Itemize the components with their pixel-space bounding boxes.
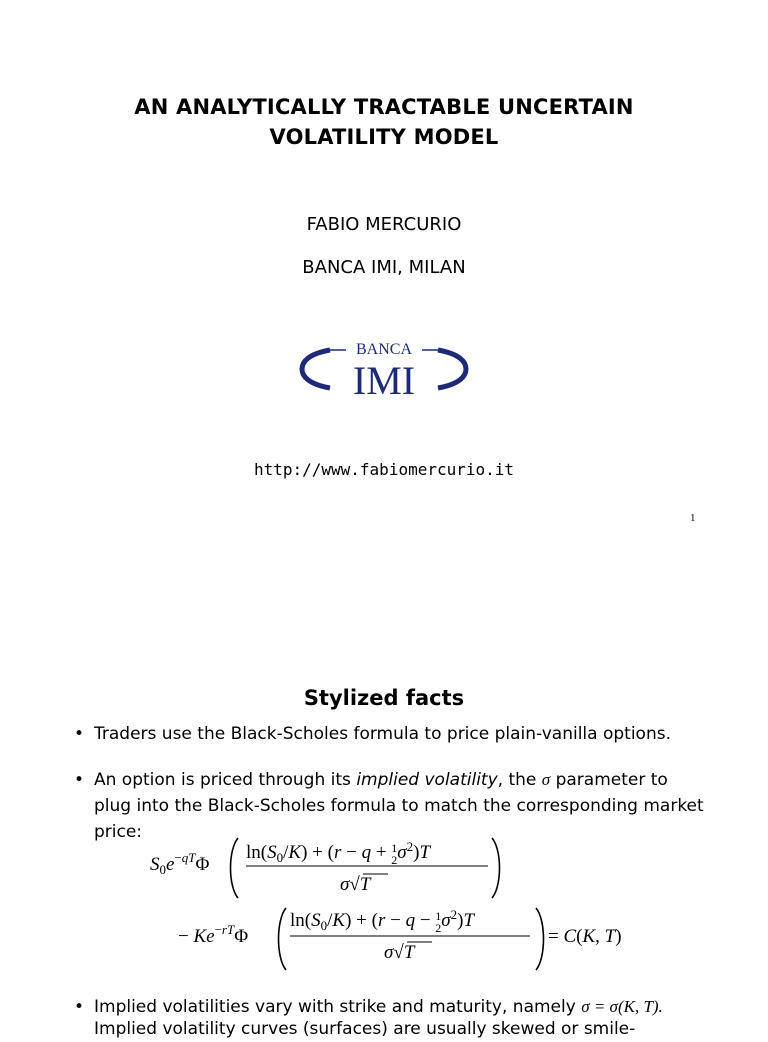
svg-text:σ√T: σ√T — [340, 874, 371, 895]
title-line-2: VOLATILITY MODEL — [269, 125, 499, 149]
bullet-dot-icon: • — [74, 724, 85, 744]
logo-top-text: BANCA — [355, 341, 413, 358]
bullet-dot-icon: • — [74, 997, 85, 1017]
bullet2-pre: An option is priced through its — [94, 770, 357, 790]
bullet-item-2 — [74, 767, 714, 842]
bullet2-sigma: σ — [541, 770, 551, 789]
bullet-dot-icon: • — [74, 770, 85, 790]
page-number: 1 — [690, 512, 696, 524]
bullet-text-1: Traders use the Black-Scholes formula to price plain-vanilla options. — [94, 724, 671, 744]
banca-imi-logo — [300, 338, 468, 403]
slide-title — [0, 92, 768, 152]
svg-text:S0e−qTΦ: $S_0e^-qT\Phi$ — [150, 850, 210, 877]
svg-text:− Ke−rTΦ: − Ke−rTΦ — [178, 922, 249, 947]
author-name: FABIO MERCURIO — [306, 214, 462, 235]
bullet2-mid: , the — [497, 770, 542, 790]
svg-text:σ√T: σ√T — [384, 942, 415, 963]
bullet3-math: σ = σ(K, T). — [581, 997, 663, 1016]
section-heading: Stylized facts — [303, 686, 465, 710]
author-url-link[interactable]: http://www.fabiomercurio.it — [253, 460, 515, 479]
bullet2-post: parameter to plug into the Black-Scholes formula to match the corresponding market price: — [94, 770, 704, 842]
affiliation: BANCA IMI, MILAN — [302, 257, 466, 278]
svg-text:ln(S0/K) + (r − q + 12σ2)T: $\ln(S_0/K) + (r - q + ^1$ $2\sigma^2)T$ — [246, 839, 431, 867]
svg-text:= C(K, T): = C(K, T) — [548, 926, 622, 947]
logo-main-text: IMI — [352, 358, 416, 403]
bullet-text-4: Implied volatility curves (surfaces) are usually skewed or smile- — [94, 1019, 636, 1039]
black-scholes-formula — [150, 830, 670, 980]
title-line-1: AN ANALYTICALLY TRACTABLE UNCERTAIN — [134, 95, 634, 119]
bullet3-pre: Implied volatilities vary with strike and maturity, namely — [94, 997, 582, 1017]
svg-text:ln(S0/K) + (r − q − 12σ2)T: $\ln(S_0/K) + (r - q - ^1$ $2\sigma^2)T$ — [290, 907, 475, 935]
bullet-item-1 — [74, 721, 714, 747]
bullet-item-4-partial — [74, 1016, 714, 1039]
bullet2-emphasis: implied volatility — [356, 770, 498, 790]
